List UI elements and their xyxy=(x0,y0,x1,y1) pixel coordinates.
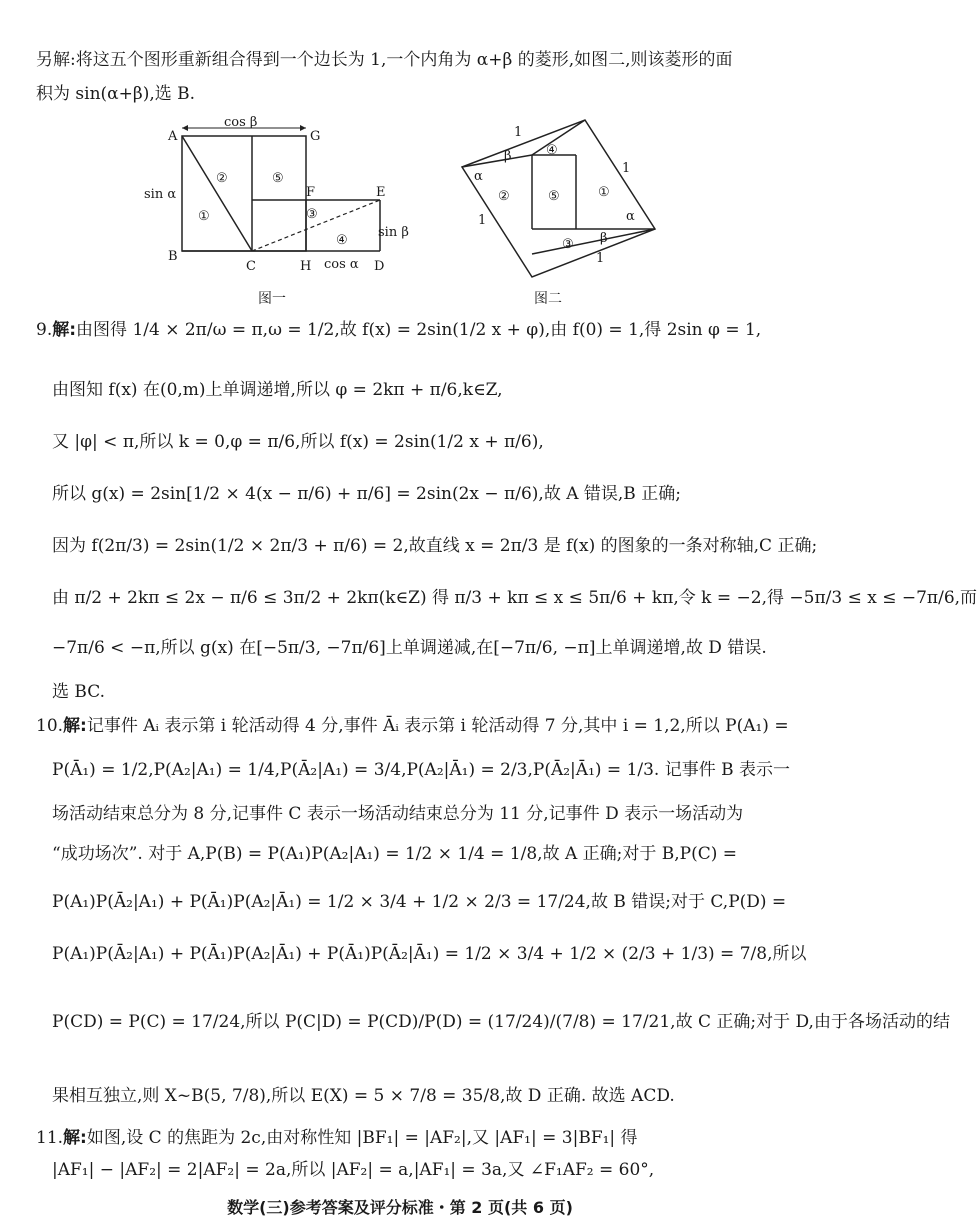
figure-one xyxy=(140,115,420,290)
fig1-B: B xyxy=(168,249,178,264)
fig1-F: F xyxy=(306,185,316,200)
fig2-side-top: 1 xyxy=(514,125,523,140)
fig1-region-1: ① xyxy=(198,209,210,224)
fig1-region-5: ⑤ xyxy=(272,171,284,186)
fig2-beta-top: β xyxy=(504,149,512,164)
fig1-region-4: ④ xyxy=(336,233,348,248)
fig2-beta-bottom: β xyxy=(600,231,608,246)
fig1-E: E xyxy=(376,185,386,200)
fig1-D: D xyxy=(374,259,385,274)
fig1-H: H xyxy=(300,259,312,274)
fig1-sinb: sin β xyxy=(378,225,409,240)
q10-line-2: P(Ā₁) = 1/2,P(A₂|A₁) = 1/4,P(Ā₂|A₁) = 3/4,P(A₂|Ā₁) = 2/3,P(Ā₂|Ā₁) = 1/3. 记事件 B 表示一 xyxy=(52,760,791,780)
fig1-C: C xyxy=(246,259,256,274)
figure-one-caption: 图一 xyxy=(258,291,286,307)
fig2-side-left: 1 xyxy=(478,213,487,228)
fig1-region-2: ② xyxy=(216,171,228,186)
fig2-region-1: ① xyxy=(598,185,610,200)
q10-line-4: “成功场次”. 对于 A,P(B) = P(A₁)P(A₂|A₁) = 1/2 × 1/4 = 1/8,故 A 正确;对于 B,P(C) = xyxy=(52,844,738,864)
q10-line-6: P(A₁)P(Ā₂|A₁) + P(Ā₁)P(A₂|Ā₁) + P(Ā₁)P(Ā₂|Ā₁) = 1/2 × 3/4 + 1/2 × (2/3 + 1/3) = 7/8,所以 xyxy=(52,944,807,964)
fig1-cosb: cos β xyxy=(224,115,258,130)
fig2-region-4: ④ xyxy=(546,143,558,158)
intro-line-1: 另解:将这五个图形重新组合得到一个边长为 1,一个内角为 α+β 的菱形,如图二,则该菱形的面 xyxy=(36,50,733,70)
fig1-cosa: cos α xyxy=(324,257,359,272)
fig1-sina: sin α xyxy=(144,187,177,202)
fig2-alpha-right: α xyxy=(626,209,635,224)
fig1-A: A xyxy=(168,129,178,144)
q10-line-5: P(A₁)P(Ā₂|A₁) + P(Ā₁)P(A₂|Ā₁) = 1/2 × 3/4 + 1/2 × 2/3 = 17/24,故 B 错误;对于 C,P(D) = xyxy=(52,892,787,912)
fig2-side-right: 1 xyxy=(622,161,631,176)
fig2-side-bottom: 1 xyxy=(596,251,605,266)
q9-line-8: 选 BC. xyxy=(52,682,106,702)
q9-line-5: 因为 f(2π/3) = 2sin(1/2 × 2π/3 + π/6) = 2,故直线 x = 2π/3 是 f(x) 的图象的一条对称轴,C 正确; xyxy=(52,536,818,556)
q9-line-3: 又 |φ| < π,所以 k = 0,φ = π/6,所以 f(x) = 2sin(1/2 x + π/6), xyxy=(52,432,544,452)
fig2-region-3: ③ xyxy=(562,237,574,252)
fig2-alpha-left: α xyxy=(474,169,483,184)
q9-line-6: 由 π/2 + 2kπ ≤ 2x − π/6 ≤ 3π/2 + 2kπ(k∈Z) 得 π/3 + kπ ≤ x ≤ 5π/6 + kπ,令 k = −2,得 −5π/3 ≤ x ≤ −7π/6,而 xyxy=(52,588,977,608)
intro-line-2: 积为 sin(α+β),选 B. xyxy=(36,84,196,104)
fig1-outer-rect xyxy=(182,136,306,251)
q10-line-1: 10.解:记事件 Aᵢ 表示第 i 轮活动得 4 分,事件 Āᵢ 表示第 i 轮活动得 7 分,其中 i = 1,2,所以 P(A₁) = xyxy=(36,716,789,736)
q9-line-4: 所以 g(x) = 2sin[1/2 × 4(x − π/6) + π/6] = 2sin(2x − π/6),故 A 错误,B 正确; xyxy=(52,484,681,504)
q10-line-7: P(CD) = P(C) = 17/24,所以 P(C|D) = P(CD)/P(D) = (17/24)/(7/8) = 17/21,故 C 正确;对于 D,由于各场活动的结 xyxy=(52,1012,950,1032)
fig2-region-2: ② xyxy=(498,189,510,204)
q9-line-2: 由图知 f(x) 在(0,m)上单调递增,所以 φ = 2kπ + π/6,k∈Z, xyxy=(52,380,503,400)
q11-line-1: 11.解:如图,设 C 的焦距为 2c,由对称性知 |BF₁| = |AF₂|,又 |AF₁| = 3|BF₁| 得 xyxy=(36,1128,638,1148)
q10-line-3: 场活动结束总分为 8 分,记事件 C 表示一场活动结束总分为 11 分,记事件 D 表示一场活动为 xyxy=(52,804,744,824)
figure-two-caption: 图二 xyxy=(534,291,562,307)
figure-two xyxy=(450,112,665,282)
q9-line-7: −7π/6 < −π,所以 g(x) 在[−5π/3, −7π/6]上单调递减,在[−7π/6, −π]上单调递增,故 D 错误. xyxy=(52,638,767,658)
q11-line-2: |AF₁| − |AF₂| = 2|AF₂| = 2a,所以 |AF₂| = a,|AF₁| = 3a,又 ∠F₁AF₂ = 60°, xyxy=(52,1160,655,1180)
fig1-region-3: ③ xyxy=(306,207,318,222)
q10-line-8: 果相互独立,则 X~B(5, 7/8),所以 E(X) = 5 × 7/8 = 35/8,故 D 正确. 故选 ACD. xyxy=(52,1086,675,1106)
q9-line-1: 9.解:由图得 1/4 × 2π/ω = π,ω = 1/2,故 f(x) = 2sin(1/2 x + φ),由 f(0) = 1,得 2sin φ = 1, xyxy=(36,320,762,340)
fig2-region-5: ⑤ xyxy=(548,189,560,204)
fig1-G: G xyxy=(310,129,321,144)
page-footer: 数学(三)参考答案及评分标准・第 2 页(共 6 页) xyxy=(227,1198,573,1217)
